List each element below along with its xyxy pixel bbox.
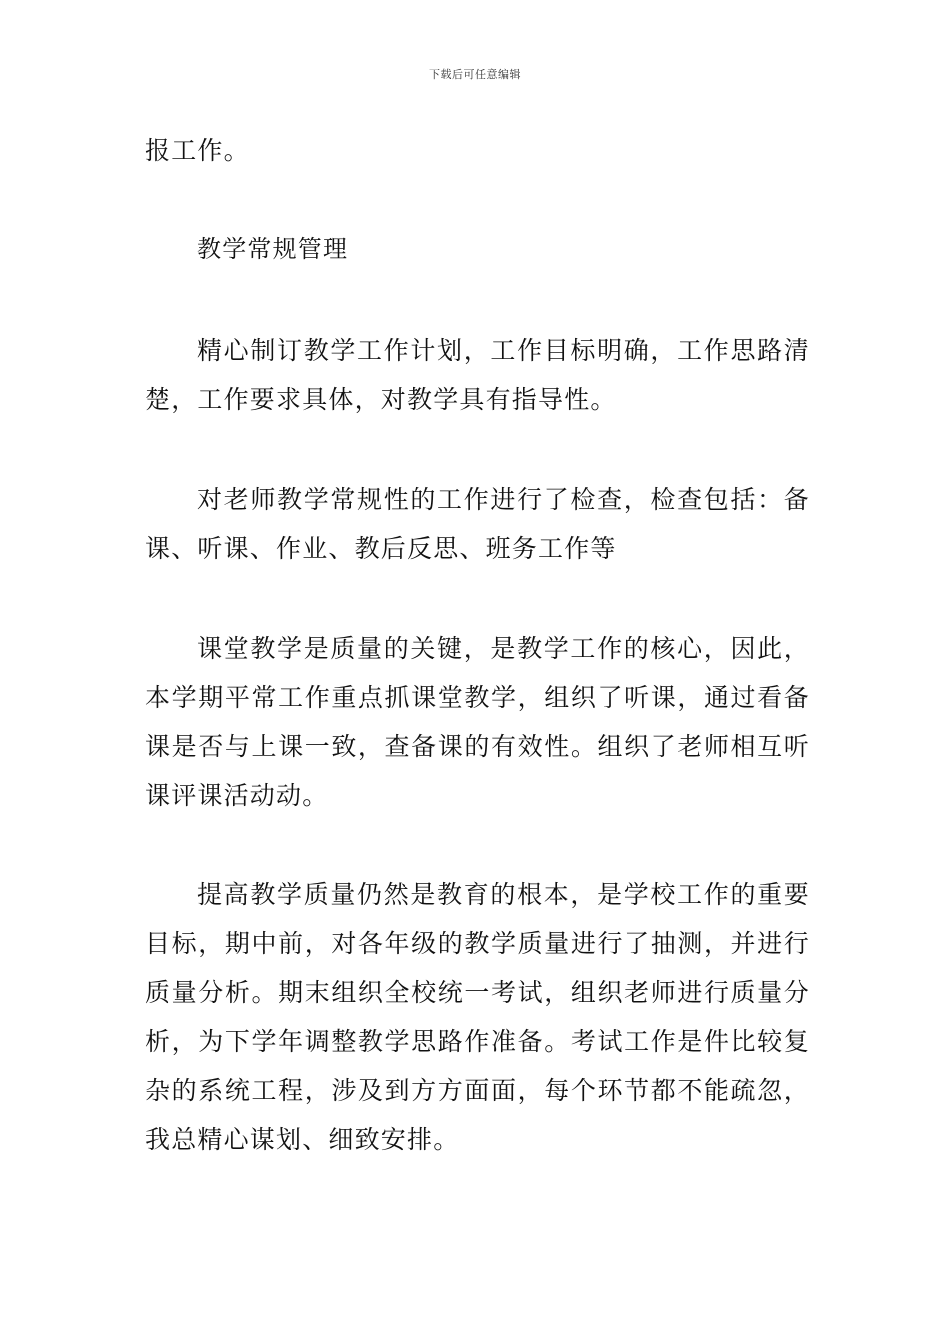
paragraph-continuation: 报工作。 <box>145 136 250 165</box>
paragraph-classroom-teaching: 课堂教学是质量的关键，是教学工作的核心，因此，本学期平常工作重点抓课堂教学，组织了听课，通过看备课是否与上课一致，查备课的有效性。组织了老师相互听课评课活动动。 <box>145 634 810 810</box>
page-header: 下载后可任意编辑 <box>429 68 521 81</box>
paragraph-routine-check: 对老师教学常规性的工作进行了检查，检查包括：备课、听课、作业、教后反思、班务工作等 <box>145 485 810 563</box>
section-heading: 教学常规管理 <box>197 235 349 263</box>
paragraph-teaching-quality: 提高教学质量仍然是教育的根本，是学校工作的重要目标，期中前，对各年级的教学质量进行了抽测，并进行质量分析。期末组织全校统一考试，组织老师进行质量分析，为下学年调整教学思路作准备。考试工作是件比较复杂的系统工程，涉及到方方面面，每个环节都不能疏忽，我总精心谋划、细致安排。 <box>145 880 810 1154</box>
paragraph-teaching-plan: 精心制订教学工作计划，工作目标明确，工作思路清楚，工作要求具体，对教学具有指导性。 <box>145 336 810 414</box>
